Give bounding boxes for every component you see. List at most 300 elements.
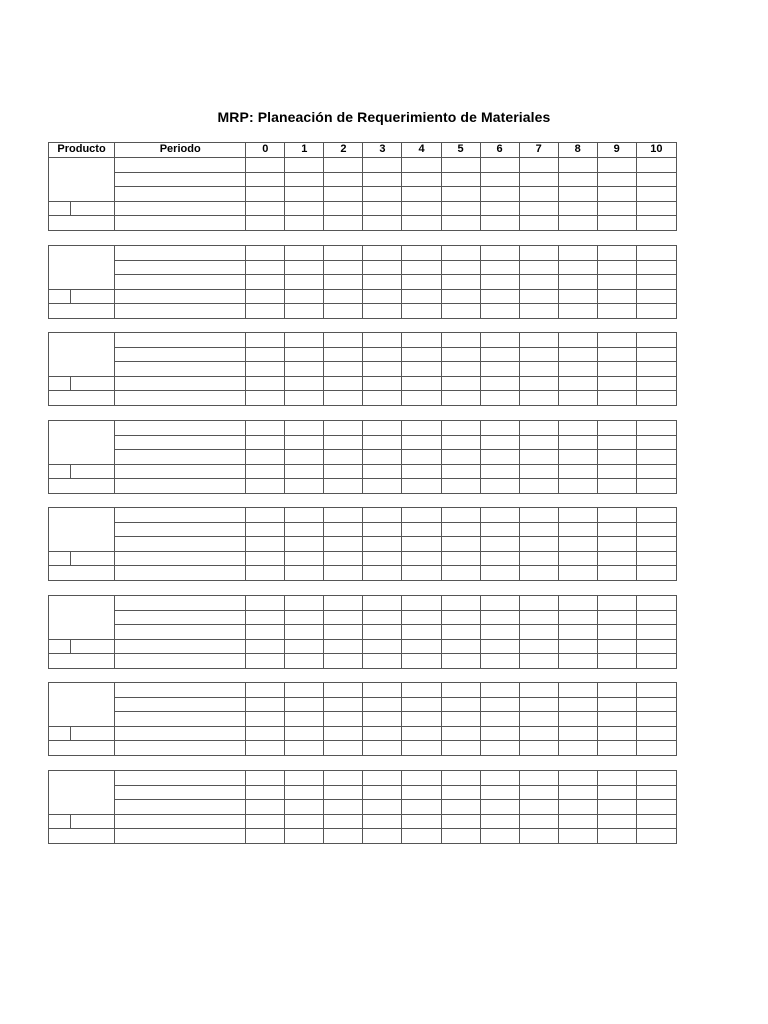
period-cell[interactable] [285,158,324,173]
period-cell[interactable] [441,551,480,566]
period-cell[interactable] [480,158,519,173]
period-cell[interactable] [597,814,636,829]
period-cell[interactable] [480,639,519,654]
period-cell[interactable] [363,771,402,786]
period-cell[interactable] [324,829,363,844]
period-cell[interactable] [402,566,441,581]
period-cell[interactable] [324,216,363,231]
period-cell[interactable] [285,829,324,844]
period-cell[interactable] [597,479,636,494]
period-cell[interactable] [246,741,285,756]
period-cell[interactable] [480,304,519,319]
period-cell[interactable] [558,625,597,640]
period-cell[interactable] [441,158,480,173]
period-cell[interactable] [363,566,402,581]
row-label-cell[interactable] [115,187,246,202]
period-cell[interactable] [597,391,636,406]
period-cell[interactable] [285,246,324,261]
period-cell[interactable] [324,610,363,625]
period-cell[interactable] [441,741,480,756]
period-cell[interactable] [519,654,558,669]
period-cell[interactable] [441,800,480,815]
product-split-right[interactable] [71,727,114,741]
period-cell[interactable] [363,421,402,436]
row-label-cell[interactable] [115,376,246,391]
period-cell[interactable] [324,566,363,581]
period-cell[interactable] [246,697,285,712]
row-label-cell[interactable] [115,246,246,261]
period-cell[interactable] [441,289,480,304]
period-cell[interactable] [480,479,519,494]
period-cell[interactable] [402,537,441,552]
period-cell[interactable] [558,829,597,844]
period-cell[interactable] [402,347,441,362]
period-cell[interactable] [363,289,402,304]
period-cell[interactable] [246,172,285,187]
period-cell[interactable] [324,712,363,727]
product-split-cell[interactable] [49,551,115,566]
row-label-cell[interactable] [115,289,246,304]
period-cell[interactable] [597,362,636,377]
period-cell[interactable] [558,421,597,436]
period-cell[interactable] [402,201,441,216]
product-name-cell[interactable] [49,508,115,552]
period-cell[interactable] [480,333,519,348]
period-cell[interactable] [441,771,480,786]
period-cell[interactable] [285,800,324,815]
period-cell[interactable] [519,275,558,290]
period-cell[interactable] [402,216,441,231]
period-cell[interactable] [402,304,441,319]
row-label-cell[interactable] [115,333,246,348]
period-cell[interactable] [597,246,636,261]
period-cell[interactable] [285,275,324,290]
period-cell[interactable] [636,537,676,552]
period-cell[interactable] [324,362,363,377]
period-cell[interactable] [246,260,285,275]
period-cell[interactable] [285,712,324,727]
period-cell[interactable] [441,712,480,727]
period-cell[interactable] [246,610,285,625]
period-cell[interactable] [597,566,636,581]
period-cell[interactable] [519,726,558,741]
period-cell[interactable] [558,771,597,786]
period-cell[interactable] [519,537,558,552]
period-cell[interactable] [636,333,676,348]
period-cell[interactable] [402,712,441,727]
period-cell[interactable] [519,741,558,756]
product-name-cell[interactable] [49,771,115,815]
period-cell[interactable] [597,260,636,275]
product-cell[interactable] [49,391,115,406]
period-cell[interactable] [480,216,519,231]
period-cell[interactable] [324,275,363,290]
period-cell[interactable] [402,741,441,756]
period-cell[interactable] [558,435,597,450]
period-cell[interactable] [402,785,441,800]
period-cell[interactable] [285,421,324,436]
period-cell[interactable] [597,333,636,348]
period-cell[interactable] [519,683,558,698]
product-split-cell[interactable] [49,289,115,304]
period-cell[interactable] [480,289,519,304]
period-cell[interactable] [597,610,636,625]
product-split-right[interactable] [71,552,114,566]
period-cell[interactable] [246,771,285,786]
row-label-cell[interactable] [115,362,246,377]
period-cell[interactable] [285,566,324,581]
period-cell[interactable] [558,275,597,290]
period-cell[interactable] [246,479,285,494]
period-cell[interactable] [324,479,363,494]
product-split-left[interactable] [49,202,71,216]
period-cell[interactable] [324,391,363,406]
row-label-cell[interactable] [115,464,246,479]
period-cell[interactable] [324,625,363,640]
period-cell[interactable] [441,172,480,187]
product-split-cell[interactable] [49,201,115,216]
period-cell[interactable] [519,391,558,406]
period-cell[interactable] [636,158,676,173]
period-cell[interactable] [402,333,441,348]
row-label-cell[interactable] [115,683,246,698]
period-cell[interactable] [558,610,597,625]
period-cell[interactable] [402,260,441,275]
period-cell[interactable] [636,829,676,844]
period-cell[interactable] [324,187,363,202]
period-cell[interactable] [441,596,480,611]
product-split-left[interactable] [49,815,71,829]
row-label-cell[interactable] [115,771,246,786]
period-cell[interactable] [285,726,324,741]
period-cell[interactable] [480,654,519,669]
period-cell[interactable] [519,566,558,581]
period-cell[interactable] [519,814,558,829]
period-cell[interactable] [363,435,402,450]
row-label-cell[interactable] [115,172,246,187]
period-cell[interactable] [597,785,636,800]
period-cell[interactable] [480,450,519,465]
period-cell[interactable] [558,522,597,537]
period-cell[interactable] [324,551,363,566]
period-cell[interactable] [519,172,558,187]
product-split-right[interactable] [71,377,114,391]
period-cell[interactable] [402,391,441,406]
period-cell[interactable] [324,537,363,552]
period-cell[interactable] [441,683,480,698]
period-cell[interactable] [363,246,402,261]
period-cell[interactable] [636,201,676,216]
period-cell[interactable] [441,464,480,479]
period-cell[interactable] [480,376,519,391]
period-cell[interactable] [363,187,402,202]
period-cell[interactable] [480,741,519,756]
period-cell[interactable] [597,275,636,290]
row-label-cell[interactable] [115,347,246,362]
period-cell[interactable] [480,362,519,377]
period-cell[interactable] [480,610,519,625]
period-cell[interactable] [402,362,441,377]
period-cell[interactable] [597,625,636,640]
period-cell[interactable] [480,464,519,479]
period-cell[interactable] [402,376,441,391]
period-cell[interactable] [519,289,558,304]
period-cell[interactable] [363,260,402,275]
period-cell[interactable] [246,683,285,698]
period-cell[interactable] [285,596,324,611]
period-cell[interactable] [363,610,402,625]
period-cell[interactable] [363,347,402,362]
period-cell[interactable] [285,304,324,319]
period-cell[interactable] [363,464,402,479]
period-cell[interactable] [597,596,636,611]
period-cell[interactable] [285,683,324,698]
period-cell[interactable] [597,771,636,786]
period-cell[interactable] [636,610,676,625]
period-cell[interactable] [441,246,480,261]
period-cell[interactable] [246,201,285,216]
period-cell[interactable] [558,814,597,829]
period-cell[interactable] [636,771,676,786]
period-cell[interactable] [441,187,480,202]
row-label-cell[interactable] [115,522,246,537]
period-cell[interactable] [558,201,597,216]
period-cell[interactable] [636,726,676,741]
period-cell[interactable] [597,508,636,523]
period-cell[interactable] [636,697,676,712]
period-cell[interactable] [519,522,558,537]
period-cell[interactable] [480,508,519,523]
period-cell[interactable] [636,391,676,406]
period-cell[interactable] [636,683,676,698]
period-cell[interactable] [597,304,636,319]
product-split-left[interactable] [49,377,71,391]
period-cell[interactable] [363,596,402,611]
period-cell[interactable] [558,450,597,465]
period-cell[interactable] [636,347,676,362]
period-cell[interactable] [246,216,285,231]
period-cell[interactable] [519,771,558,786]
period-cell[interactable] [246,421,285,436]
product-split-left[interactable] [49,465,71,479]
period-cell[interactable] [597,551,636,566]
period-cell[interactable] [363,814,402,829]
product-cell[interactable] [49,566,115,581]
row-label-cell[interactable] [115,697,246,712]
period-cell[interactable] [597,158,636,173]
period-cell[interactable] [636,172,676,187]
period-cell[interactable] [558,172,597,187]
period-cell[interactable] [480,596,519,611]
period-cell[interactable] [519,435,558,450]
period-cell[interactable] [480,814,519,829]
period-cell[interactable] [246,712,285,727]
period-cell[interactable] [324,697,363,712]
product-split-cell[interactable] [49,464,115,479]
period-cell[interactable] [597,800,636,815]
period-cell[interactable] [402,654,441,669]
period-cell[interactable] [324,771,363,786]
period-cell[interactable] [246,566,285,581]
period-cell[interactable] [246,435,285,450]
period-cell[interactable] [519,479,558,494]
row-label-cell[interactable] [115,479,246,494]
period-cell[interactable] [441,333,480,348]
product-split-right[interactable] [71,202,114,216]
period-cell[interactable] [324,596,363,611]
row-label-cell[interactable] [115,639,246,654]
period-cell[interactable] [636,187,676,202]
period-cell[interactable] [363,654,402,669]
period-cell[interactable] [441,201,480,216]
period-cell[interactable] [363,785,402,800]
period-cell[interactable] [597,712,636,727]
row-label-cell[interactable] [115,785,246,800]
period-cell[interactable] [402,464,441,479]
row-label-cell[interactable] [115,741,246,756]
period-cell[interactable] [285,741,324,756]
period-cell[interactable] [636,421,676,436]
period-cell[interactable] [558,741,597,756]
period-cell[interactable] [363,537,402,552]
period-cell[interactable] [597,683,636,698]
period-cell[interactable] [285,639,324,654]
period-cell[interactable] [441,697,480,712]
product-cell[interactable] [49,829,115,844]
period-cell[interactable] [441,391,480,406]
product-name-cell[interactable] [49,333,115,377]
period-cell[interactable] [441,435,480,450]
period-cell[interactable] [285,333,324,348]
period-cell[interactable] [519,333,558,348]
period-cell[interactable] [246,333,285,348]
period-cell[interactable] [636,654,676,669]
period-cell[interactable] [441,479,480,494]
row-label-cell[interactable] [115,800,246,815]
row-label-cell[interactable] [115,260,246,275]
period-cell[interactable] [519,625,558,640]
period-cell[interactable] [402,551,441,566]
period-cell[interactable] [636,246,676,261]
period-cell[interactable] [363,158,402,173]
period-cell[interactable] [363,551,402,566]
product-cell[interactable] [49,216,115,231]
period-cell[interactable] [441,304,480,319]
period-cell[interactable] [402,172,441,187]
period-cell[interactable] [519,829,558,844]
period-cell[interactable] [636,479,676,494]
period-cell[interactable] [246,654,285,669]
period-cell[interactable] [597,187,636,202]
period-cell[interactable] [402,289,441,304]
row-label-cell[interactable] [115,814,246,829]
period-cell[interactable] [285,201,324,216]
period-cell[interactable] [285,347,324,362]
period-cell[interactable] [558,376,597,391]
period-cell[interactable] [246,187,285,202]
period-cell[interactable] [558,479,597,494]
period-cell[interactable] [480,522,519,537]
period-cell[interactable] [324,814,363,829]
period-cell[interactable] [285,172,324,187]
period-cell[interactable] [246,800,285,815]
period-cell[interactable] [597,726,636,741]
period-cell[interactable] [324,201,363,216]
period-cell[interactable] [480,260,519,275]
period-cell[interactable] [363,275,402,290]
row-label-cell[interactable] [115,726,246,741]
period-cell[interactable] [636,362,676,377]
period-cell[interactable] [402,800,441,815]
row-label-cell[interactable] [115,596,246,611]
period-cell[interactable] [558,537,597,552]
period-cell[interactable] [402,522,441,537]
period-cell[interactable] [324,639,363,654]
period-cell[interactable] [480,435,519,450]
row-label-cell[interactable] [115,654,246,669]
product-split-left[interactable] [49,640,71,654]
period-cell[interactable] [285,260,324,275]
period-cell[interactable] [636,289,676,304]
period-cell[interactable] [558,683,597,698]
product-name-cell[interactable] [49,596,115,640]
period-cell[interactable] [480,246,519,261]
period-cell[interactable] [402,829,441,844]
period-cell[interactable] [480,829,519,844]
period-cell[interactable] [597,172,636,187]
period-cell[interactable] [480,771,519,786]
period-cell[interactable] [363,201,402,216]
period-cell[interactable] [558,508,597,523]
row-label-cell[interactable] [115,158,246,173]
period-cell[interactable] [363,304,402,319]
period-cell[interactable] [402,158,441,173]
period-cell[interactable] [441,537,480,552]
period-cell[interactable] [558,216,597,231]
period-cell[interactable] [597,639,636,654]
period-cell[interactable] [285,362,324,377]
period-cell[interactable] [324,800,363,815]
product-split-right[interactable] [71,465,114,479]
row-label-cell[interactable] [115,508,246,523]
period-cell[interactable] [636,639,676,654]
period-cell[interactable] [246,347,285,362]
period-cell[interactable] [324,158,363,173]
period-cell[interactable] [246,625,285,640]
period-cell[interactable] [636,376,676,391]
period-cell[interactable] [402,450,441,465]
period-cell[interactable] [285,187,324,202]
period-cell[interactable] [597,435,636,450]
period-cell[interactable] [285,450,324,465]
period-cell[interactable] [441,610,480,625]
product-name-cell[interactable] [49,421,115,465]
period-cell[interactable] [636,522,676,537]
period-cell[interactable] [558,800,597,815]
period-cell[interactable] [519,508,558,523]
period-cell[interactable] [519,304,558,319]
period-cell[interactable] [324,508,363,523]
period-cell[interactable] [597,537,636,552]
period-cell[interactable] [636,508,676,523]
period-cell[interactable] [324,785,363,800]
period-cell[interactable] [597,654,636,669]
row-label-cell[interactable] [115,435,246,450]
period-cell[interactable] [285,625,324,640]
period-cell[interactable] [519,464,558,479]
product-split-right[interactable] [71,640,114,654]
period-cell[interactable] [519,246,558,261]
